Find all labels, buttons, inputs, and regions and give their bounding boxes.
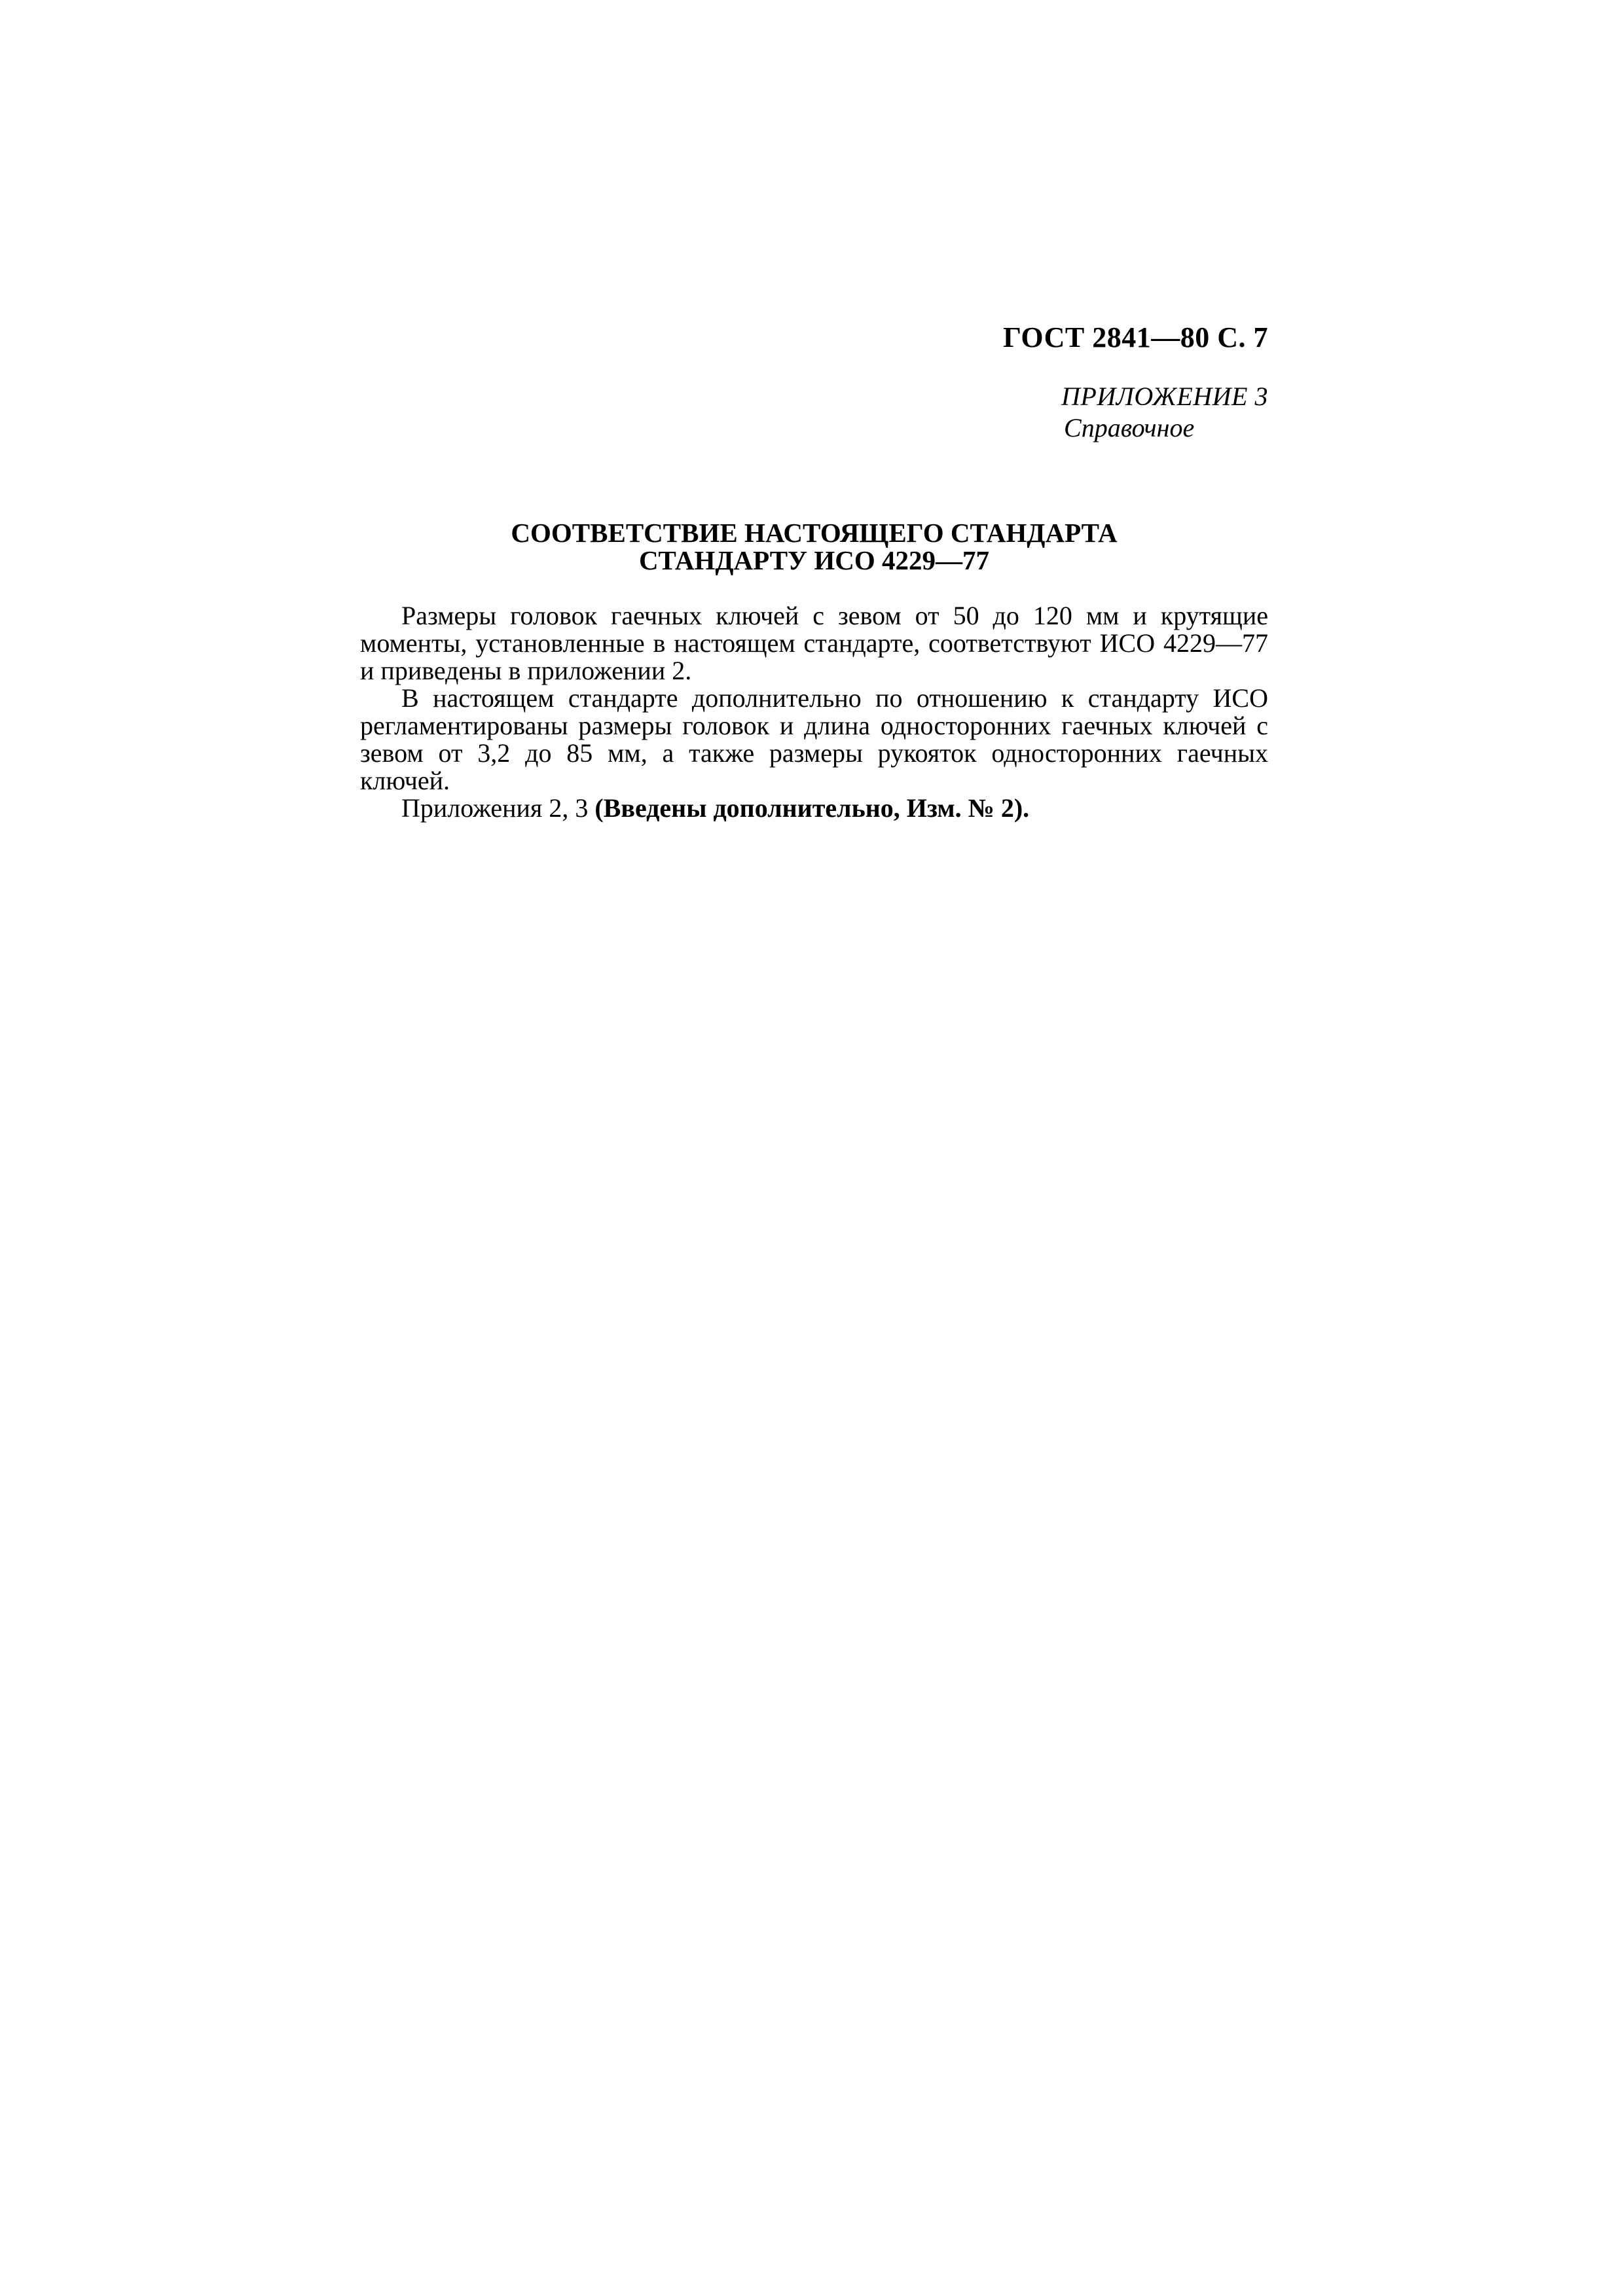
paragraph-3 xyxy=(360,795,1268,822)
appendix-title: ПРИЛОЖЕНИЕ 3 xyxy=(1061,382,1268,411)
paragraph-3-prefix: Приложения 2, 3 xyxy=(401,793,595,823)
document-title-line-2: СТАНДАРТУ ИСО 4229—77 xyxy=(638,545,990,575)
document-title-line-1: СООТВЕТСТВИЕ НАСТОЯЩЕГО СТАНДАРТА xyxy=(511,518,1118,548)
paragraph-2: В настоящем стандарте дополнительно по отношению к стандарту ИСО регламентированы размеры головок и длина односторонних гаечных ключей с зевом от 3,2 до 85 мм, а также размеры рукояток односторонних гаечных ключей. xyxy=(360,683,1268,795)
appendix-block xyxy=(1061,381,1268,444)
amendment-note: (Введены дополнительно, Изм. № 2). xyxy=(594,793,1030,823)
document-title xyxy=(360,519,1268,574)
page-header: ГОСТ 2841—80 С. 7 xyxy=(1002,321,1268,353)
paragraph-1: Размеры головок гаечных ключей с зевом от 50 до 120 мм и крутящие моменты, установленные в настоящем стандарте, соответствуют ИСО 4229—77 и приведены в приложении 2. xyxy=(360,601,1268,685)
body-text xyxy=(360,602,1268,822)
appendix-type: Справочное xyxy=(1064,413,1195,442)
